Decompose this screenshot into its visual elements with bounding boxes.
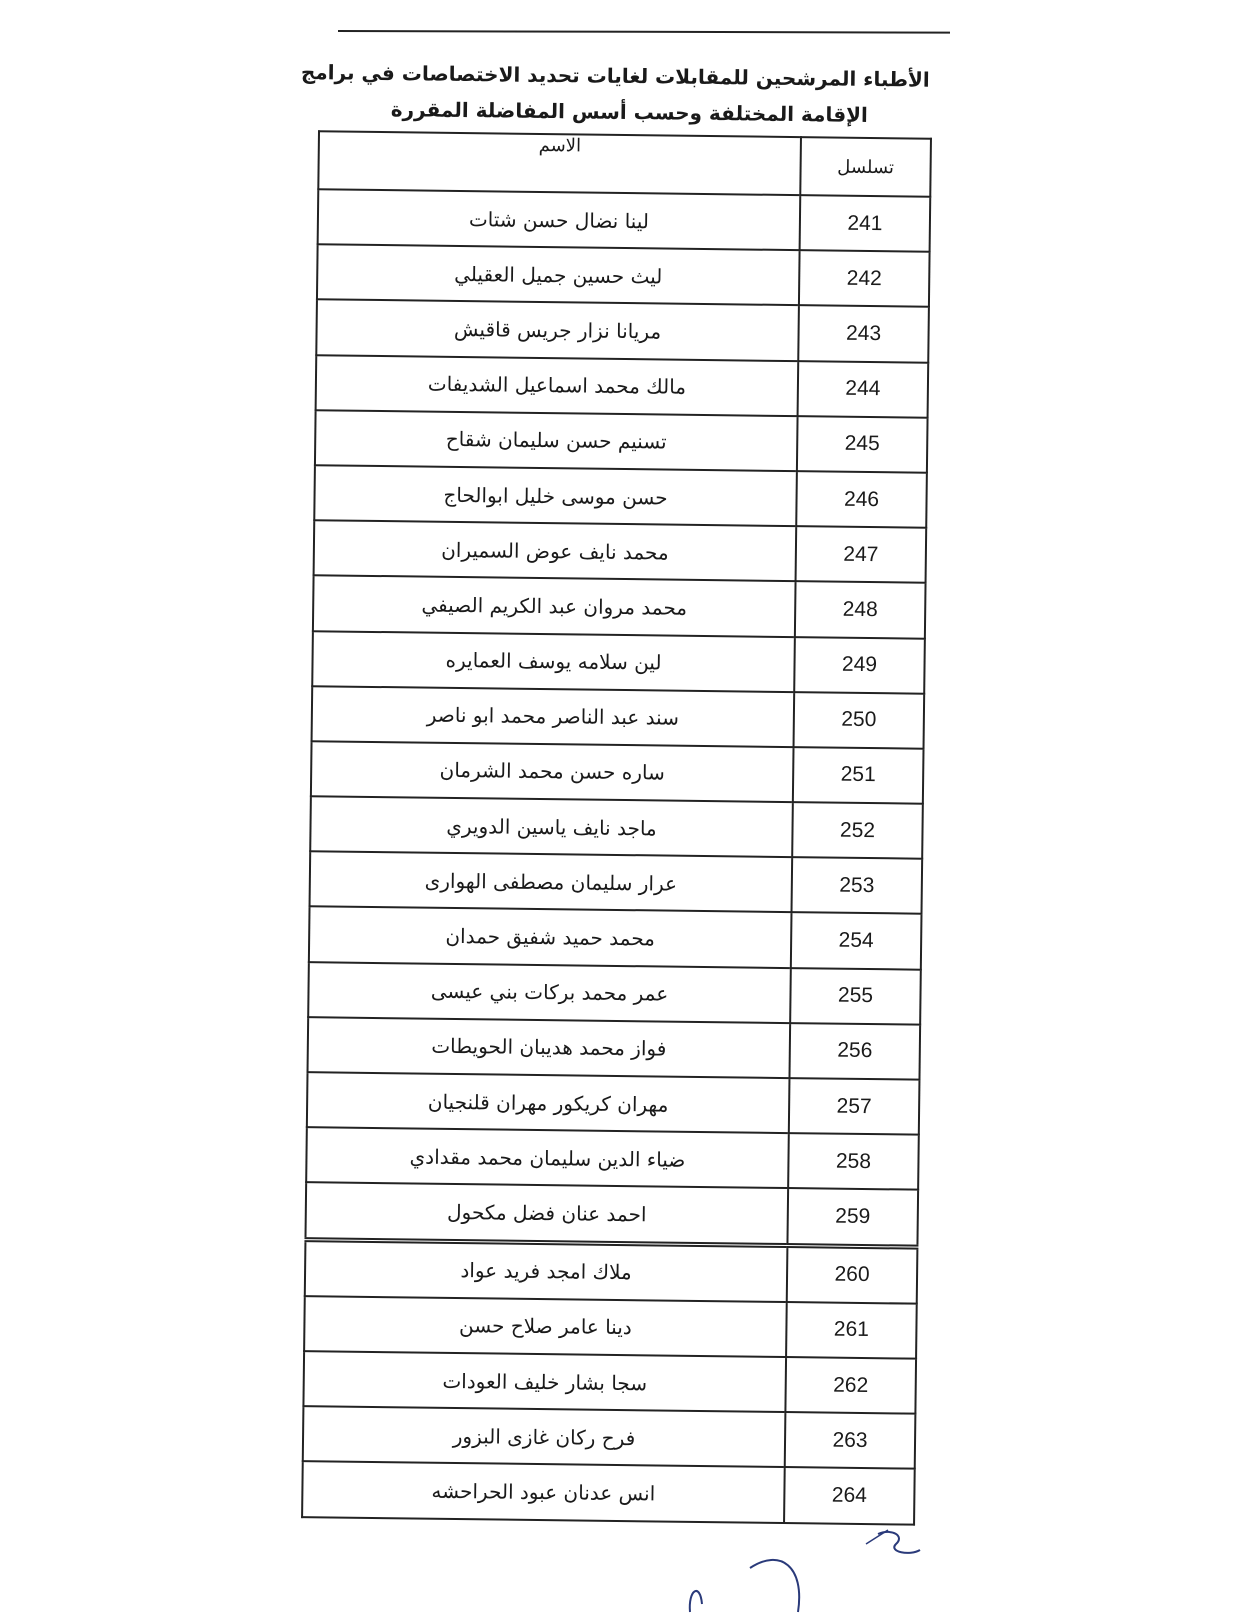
table-row [312,686,925,749]
title-line-2: الإقامة المختلفة وحسب أسس المفاضلة المقررة [390,97,869,127]
row-name: ملاك امجد فريد عواد [305,1239,788,1302]
row-serial: 259 [787,1188,918,1246]
row-name: حسن موسى خليل ابوالحاج [314,465,797,526]
row-name: تسنيم حسن سليمان شقاح [315,410,798,471]
table-row [304,1296,917,1359]
table-row [318,189,931,252]
row-serial: 246 [796,471,927,528]
row-serial: 248 [795,581,926,638]
table-row [314,465,927,528]
table-row [316,355,929,418]
row-serial: 254 [791,913,922,970]
row-name: سجا بشار خليف العودات [303,1351,786,1412]
table-row [308,962,921,1025]
table-row [314,520,927,583]
row-name: محمد نايف عوض السميران [314,520,797,581]
row-name: مالك محمد اسماعيل الشديفات [316,355,799,416]
row-serial: 258 [788,1133,919,1190]
title-line-1: الأطباء المرشحين للمقابلات لغايات تحديد الاختصاصات في برامج [300,59,930,92]
row-name: عرار سليمان مصطفى الهوارى [310,851,793,912]
signature [630,1520,960,1614]
row-name: لين سلامه يوسف العمايره [312,631,795,692]
row-name: مريانا نزار جريس قاقيش [316,300,799,361]
row-name: دينا عامر صلاح حسن [304,1296,787,1357]
row-name: محمد مروان عبد الكريم الصيفي [313,576,796,637]
table-row [312,631,925,694]
row-name: محمد حميد شفيق حمدان [309,907,792,968]
row-serial: 255 [790,968,921,1025]
table-row [303,1406,916,1469]
row-name: احمد عنان فضل مكحول [305,1183,788,1246]
table-container [292,130,940,1586]
row-serial: 251 [793,747,924,804]
page-title [300,54,930,133]
table-row [315,410,928,473]
row-serial: 256 [789,1023,920,1080]
table-row [303,1351,916,1414]
top-rule [338,30,950,34]
table-row [302,1461,915,1524]
row-serial: 264 [784,1467,915,1524]
header-name: الاسم [318,131,801,195]
row-serial: 243 [798,306,929,363]
table-row [306,1127,919,1190]
row-name: ساره حسن محمد الشرمان [311,741,794,802]
table-row [309,907,922,970]
header-serial: تسلسل [800,137,931,197]
row-serial: 242 [799,250,930,307]
row-serial: 247 [796,526,927,583]
row-name: فرح ركان غازى البزور [303,1406,786,1467]
table-row [307,1072,920,1135]
row-name: سند عبد الناصر محمد ابو ناصر [312,686,795,747]
row-name: ماجد نايف ياسين الدويري [310,796,793,857]
row-serial: 262 [785,1357,916,1414]
row-name: ليث حسين جميل العقيلي [317,244,800,305]
row-name: لينا نضال حسن شتات [318,189,801,250]
table-row [305,1239,918,1303]
row-serial: 263 [785,1412,916,1469]
row-serial: 249 [794,637,925,694]
row-serial: 261 [786,1302,917,1359]
row-serial: 257 [789,1078,920,1135]
row-name: ضياء الدين سليمان محمد مقدادي [306,1127,789,1188]
table-row [313,576,926,639]
row-serial: 245 [797,416,928,473]
table-header-row [318,131,931,196]
table-row [316,300,929,363]
table-row [311,741,924,804]
row-name: فواز محمد هديبان الحويطات [308,1017,791,1078]
row-serial: 252 [792,802,923,859]
row-serial: 241 [800,195,931,252]
table-row [317,244,930,307]
row-serial: 253 [792,857,923,914]
row-serial: 260 [787,1245,918,1303]
row-name: عمر محمد بركات بني عيسى [308,962,791,1023]
row-name: مهران كريكور مهران قلنجيان [307,1072,790,1133]
row-serial: 244 [798,361,929,418]
row-serial: 250 [794,692,925,749]
table-row [310,796,923,859]
table-body [302,189,930,1524]
table-row [308,1017,921,1080]
table-row [305,1183,918,1247]
table-row [310,851,923,914]
candidates-table [301,130,932,1525]
row-name: انس عدنان عبود الحراحشه [302,1461,785,1522]
